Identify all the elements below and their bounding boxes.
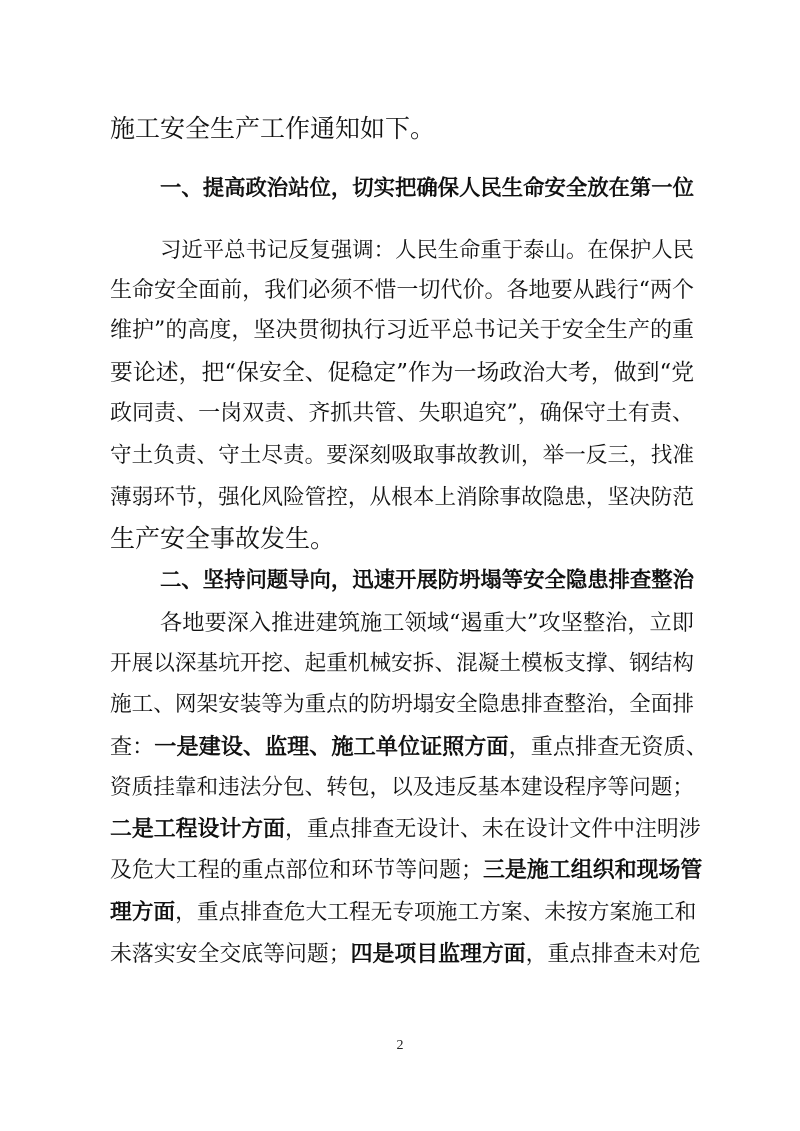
paragraph-line	[110, 935, 701, 975]
paragraph-line: 要论述，把“保安全、促稳定”作为一场政治大考，做到“党	[110, 360, 695, 386]
paragraph-line: 施工安全生产工作通知如下。	[110, 114, 436, 143]
paragraph-line	[110, 727, 708, 767]
paragraph-line: 习近平总书记反复强调：人民生命重于泰山。在保护人民	[160, 238, 694, 263]
paragraph-line	[110, 810, 701, 850]
paragraph-line: 开展以深基坑开挖、起重机械安拆、混凝土模板支撑、钢结构	[110, 651, 694, 676]
text-run: 及危大工程的重点部位和环节等问题；	[110, 858, 483, 883]
bold-text-run: 四是项目监理方面	[350, 942, 526, 967]
bold-text-run: 二是工程设计方面	[110, 817, 285, 842]
paragraph-line: 施工、网架安装等为重点的防坍塌安全隐患排查整治，全面排	[110, 692, 694, 717]
text-run: ，重点排查无资质、	[508, 734, 708, 760]
paragraph-line: 各地要深入推进建筑施工领域“遏重大”攻坚整治，立即	[160, 610, 694, 636]
text-run: ，重点排查危大工程无专项施工方案、未按方案施工和	[175, 900, 697, 925]
paragraph-line: 薄弱环节，强化风险管控，从根本上消除事故隐患，坚决防范	[110, 485, 694, 510]
bold-text-run: 三是施工组织和现场管	[482, 858, 703, 883]
paragraph-line	[110, 893, 697, 933]
paragraph-line: 生命安全面前，我们必须不惜一切代价。各地要从践行“两个	[110, 278, 694, 303]
text-run: 未落实安全交底等问题；	[110, 942, 351, 967]
paragraph-line: 维护”的高度，坚决贯彻执行习近平总书记关于安全生产的重	[110, 318, 694, 343]
text-run: ，重点排查无设计、未在设计文件中注明涉	[285, 817, 701, 842]
text-run: ，重点排查未对危	[525, 942, 701, 967]
paragraph-line: 资质挂靠和违法分包、转包，以及违反基本建设程序等问题；	[110, 775, 694, 800]
section-heading-1: 一、提高政治站位，切实把确保人民生命安全放在第一位	[160, 176, 694, 201]
page-number: 2	[396, 1038, 404, 1053]
section-heading-2: 二、坚持问题导向，迅速开展防坍塌等安全隐患排查整治	[160, 568, 694, 593]
paragraph-line: 政同责、一岗双责、齐抓共管、失职追究”，确保守土有责、	[110, 401, 694, 426]
bold-text-run: 一是建设、监理、施工单位证照方面	[154, 734, 509, 760]
text-run: 查：	[110, 734, 155, 760]
paragraph-line: 生产安全事故发生。	[110, 524, 336, 553]
paragraph-line: 守土负责、守土尽责。要深刻吸取事故教训，举一反三，找准	[110, 443, 694, 468]
paragraph-line	[110, 851, 703, 891]
bold-text-run: 理方面	[110, 900, 176, 925]
